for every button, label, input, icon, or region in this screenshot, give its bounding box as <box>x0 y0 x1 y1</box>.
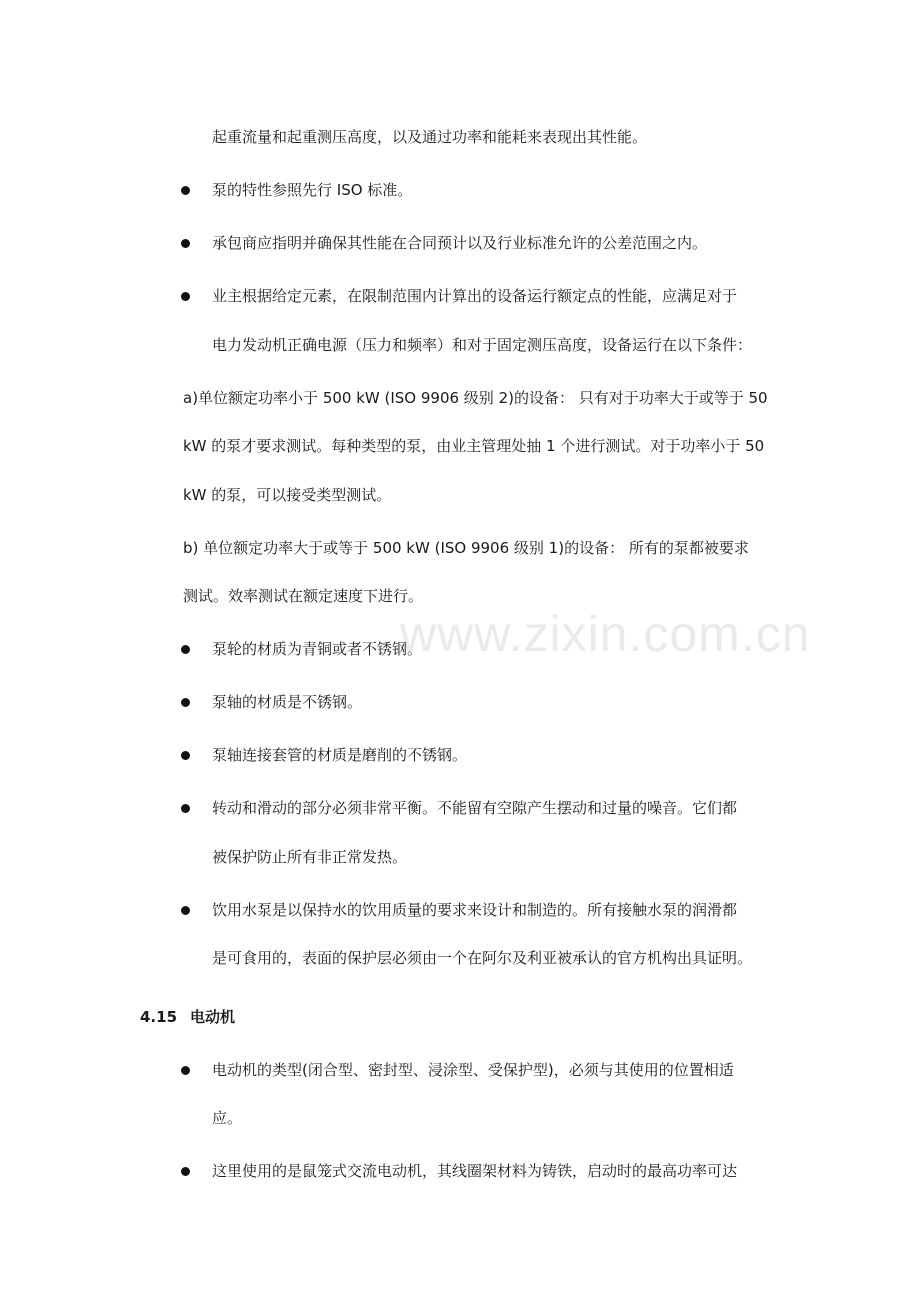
bullet-dot-icon <box>181 804 190 813</box>
paragraph-continuation-performance: 起重流量和起重测压高度，以及通过功率和能耗来表现出其性能。 <box>212 128 648 146</box>
bullet-drinking-water-line1: 饮用水泵是以保持水的饮用质量的要求来设计和制造的。所有接触水泵的润滑都 <box>212 901 738 919</box>
bullet-dot-icon <box>181 186 190 195</box>
section-heading <box>140 1007 235 1027</box>
bullet-balance-line2: 被保护防止所有非正常发热。 <box>212 848 408 866</box>
bullet-owner-calculation-line2: 电力发动机正确电源（压力和频率）和对于固定测压高度，设备运行在以下条件： <box>212 336 753 354</box>
bullet-dot-icon <box>181 698 190 707</box>
bullet-balance-line1: 转动和滑动的部分必须非常平衡。不能留有空隙产生摆动和过量的噪音。它们都 <box>212 799 738 817</box>
item-b-line2: 测试。效率测试在额定速度下进行。 <box>183 587 424 605</box>
item-b-line1: b) 单位额定功率大于或等于 500 kW (ISO 9906 级别 1)的设备： 所有的泵都被要求 <box>183 539 749 557</box>
bullet-contractor-tolerance: 承包商应指明并确保其性能在合同预计以及行业标准允许的公差范围之内。 <box>212 234 708 252</box>
bullet-motor-type-line1: 电动机的类型(闭合型、密封型、浸涂型、受保护型)，必须与其使用的位置相适 <box>212 1061 734 1079</box>
bullet-impeller-material: 泵轮的材质为青铜或者不锈钢。 <box>212 640 423 658</box>
item-a-line3: kW 的泵，可以接受类型测试。 <box>183 486 392 504</box>
bullet-dot-icon <box>181 1167 190 1176</box>
bullet-iso-standard: 泵的特性参照先行 ISO 标准。 <box>212 181 413 199</box>
section-number: 4.15 <box>140 1008 178 1026</box>
bullet-dot-icon <box>181 751 190 760</box>
section-title: 电动机 <box>190 1008 236 1026</box>
item-a-line1: a)单位额定功率小于 500 kW (ISO 9906 级别 2)的设备： 只有对于功率大于或等于 50 <box>183 389 768 407</box>
bullet-shaft-sleeve-material: 泵轴连接套管的材质是磨削的不锈钢。 <box>212 746 468 764</box>
bullet-dot-icon <box>181 239 190 248</box>
bullet-motor-type-line2: 应。 <box>212 1109 243 1127</box>
bullet-shaft-material: 泵轴的材质是不锈钢。 <box>212 693 363 711</box>
bullet-dot-icon <box>181 645 190 654</box>
item-a-line2: kW 的泵才要求测试。每种类型的泵，由业主管理处抽 1 个进行测试。对于功率小于 50 <box>183 437 765 455</box>
watermark: www.zixin.com.cn <box>400 606 811 662</box>
bullet-squirrel-cage-motor: 这里使用的是鼠笼式交流电动机，其线圈架材料为铸铁，启动时的最高功率可达 <box>212 1162 738 1180</box>
bullet-dot-icon <box>181 906 190 915</box>
bullet-dot-icon <box>181 1066 190 1075</box>
bullet-dot-icon <box>181 292 190 301</box>
bullet-owner-calculation-line1: 业主根据给定元素，在限制范围内计算出的设备运行额定点的性能，应满足对于 <box>212 287 738 305</box>
bullet-drinking-water-line2: 是可食用的，表面的保护层必须由一个在阿尔及利亚被承认的官方机构出具证明。 <box>212 949 753 967</box>
